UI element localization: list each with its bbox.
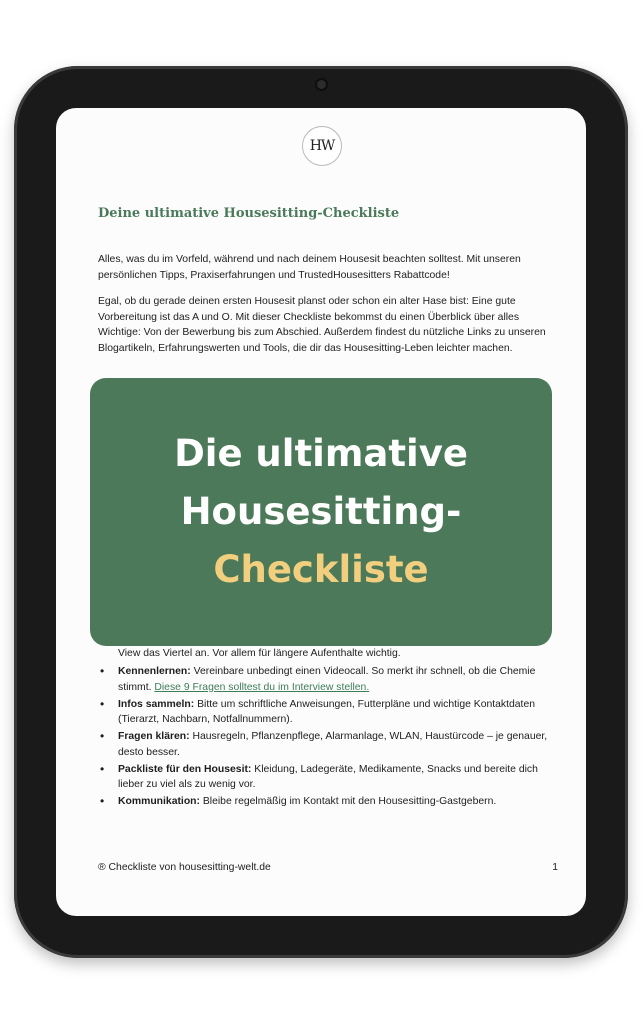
intro-paragraph: Alles, was du im Vorfeld, während und nach deinem Housesit beachten solltest. Mit unseren persönlichen Tipps, Praxiserfahrungen und TrustedHousesitters Rabattcode! bbox=[98, 254, 521, 281]
list-item bbox=[98, 697, 550, 728]
document-page bbox=[56, 108, 586, 916]
checklist bbox=[98, 664, 550, 811]
item-label: Fragen klären: bbox=[118, 731, 190, 742]
item-label: Infos sammeln: bbox=[118, 698, 195, 710]
list-item bbox=[98, 664, 550, 695]
interview-questions-link[interactable]: Diese 9 Fragen solltest du im Interview stellen. bbox=[154, 681, 370, 693]
page-number: 1 bbox=[552, 862, 558, 873]
list-item bbox=[98, 794, 550, 810]
banner-line-3: Checkliste bbox=[213, 548, 429, 591]
list-item bbox=[98, 729, 550, 760]
banner-line-2: Housesitting- bbox=[180, 490, 462, 533]
document-title: Deine ultimative Housesitting-Checkliste bbox=[98, 206, 400, 221]
item-text: Bleibe regelmäßig im Kontakt mit den Housesitting-Gastgebern. bbox=[202, 796, 497, 807]
logo-text: HW bbox=[309, 138, 335, 154]
partial-list-text: View das Viertel an. Vor allem für längere Aufenthalte wichtig. bbox=[118, 648, 401, 659]
item-label: Kennenlernen: bbox=[118, 666, 191, 677]
item-label: Kommunikation: bbox=[118, 796, 200, 807]
camera-dot bbox=[317, 80, 326, 89]
promo-banner bbox=[90, 378, 552, 646]
item-text: Vereinbare unbedingt einen Videocall. So merkt ihr schnell, ob die Chemie stimmt. bbox=[118, 666, 536, 693]
list-item bbox=[98, 762, 550, 793]
item-label: Packliste für den Housesit: bbox=[118, 763, 252, 775]
item-text: Kleidung, Ladegeräte, Medikamente, Snacks und bereite dich lieber zu viel als zu wenig vor. bbox=[118, 763, 538, 790]
item-text: Bitte um schriftliche Anweisungen, Futterpläne und wichtige Kontaktdaten (Tierarzt, Nachbarn, Notfallnummern). bbox=[118, 698, 536, 725]
brand-logo bbox=[302, 126, 342, 166]
description-paragraph: Egal, ob du gerade deinen ersten Housesit planst oder schon ein alter Hase bist: Eine gute Vorbereitung ist das A und O. Mit dieser Checkliste bekommst du einen Überblick über alles Wichtige: Von der Bewerbung bis zum Abschied. Außerdem findest du nützliche Links zu unseren Blogartikeln, Erfahrungswerten und Tools, die dir das Housesitting-Leben leichter machen. bbox=[98, 296, 546, 354]
banner-line-1: Die ultimative bbox=[174, 432, 468, 475]
item-text: Hausregeln, Pflanzenpflege, Alarmanlage, WLAN, Haustürcode – je genauer, desto besser. bbox=[118, 731, 548, 758]
document-footer: ® Checkliste von housesitting-welt.de bbox=[98, 862, 271, 873]
